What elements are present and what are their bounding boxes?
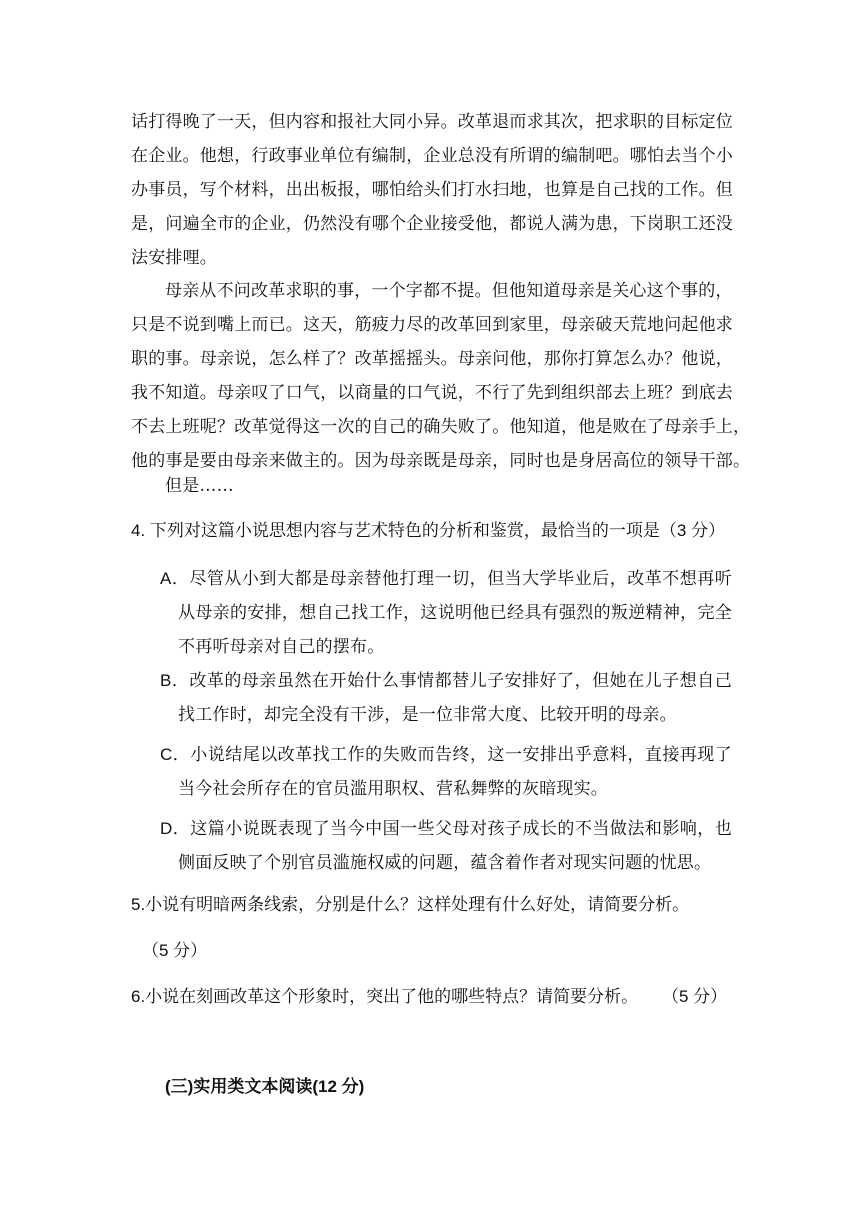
option-text-line: C．小说结尾以改革找工作的失败而告终，这一安排出乎意料，直接再现了 <box>160 745 732 764</box>
option-text-line: 从母亲的安排，想自己找工作，这说明他已经具有强烈的叛逆精神，完全 <box>178 603 732 622</box>
question-5-score: （5 分） <box>142 941 208 960</box>
text-line: 不去上班呢？改革觉得这一次的自己的确失败了。他知道，他是败在了母亲手上， <box>131 417 751 437</box>
option-text-line: A．尽管从小到大都是母亲替他打理一切，但当大学毕业后，改革不想再听 <box>160 569 732 588</box>
option-text-line: 不再听母亲对自己的摆布。 <box>178 637 385 656</box>
option-text-line: 找工作时，却完全没有干涉，是一位非常大度、比较开明的母亲。 <box>178 705 677 724</box>
text-line: 他的事是要由母亲来做主的。因为母亲既是母亲，同时也是身居高位的领导干部。 <box>131 451 751 471</box>
section-3-title: (三)实用类文本阅读(12 分) <box>165 1077 365 1096</box>
passage-paragraph-3 <box>131 469 731 503</box>
question-6-stem: 6.小说在刻画改革这个形象时，突出了他的哪些特点？请简要分析。 <box>131 987 639 1006</box>
passage-paragraph-1 <box>131 105 731 275</box>
question-4-stem: 4. 下列对这篇小说思想内容与艺术特色的分析和鉴赏，最恰当的一项是（3 分） <box>131 521 726 540</box>
option-text-line: 当今社会所存在的官员滥用职权、营私舞弊的灰暗现实。 <box>178 779 608 798</box>
text-line: 职的事。母亲说，怎么样了？改革摇摇头。母亲问他，那你打算怎么办？他说， <box>131 349 733 369</box>
text-line: 办事员，写个材料，出出板报，哪怕给头们打水扫地，也算是自己找的工作。但 <box>131 180 733 200</box>
question-4-option-a <box>160 562 732 664</box>
text-line: 我不知道。母亲叹了口气，以商量的口气说，不行了先到组织部去上班？到底去 <box>131 383 733 403</box>
text-line: 只是不说到嘴上而已。这天，筋疲力尽的改革回到家里，母亲破天荒地问起他求 <box>131 315 733 335</box>
question-4-option-b <box>160 664 732 732</box>
text-line: 母亲从不问改革求职的事，一个字都不提。但他知道母亲是关心这个事的， <box>165 281 733 301</box>
question-5-stem: 5.小说有明暗两条线索，分别是什么？这样处理有什么好处，请简要分析。 <box>131 895 690 914</box>
text-line: 是，问遍全市的企业，仍然没有哪个企业接受他，都说人满为患，下岗职工还没 <box>131 214 733 234</box>
option-text-line: D．这篇小说既表现了当今中国一些父母对孩子成长的不当做法和影响，也 <box>160 819 732 838</box>
question-4-option-c <box>160 738 732 806</box>
option-text-line: 侧面反映了个别官员滥施权威的问题，蕴含着作者对现实问题的忧思。 <box>178 853 712 872</box>
question-4-option-d <box>160 812 732 880</box>
text-line: 话打得晚了一天，但内容和报社大同小异。改革退而求其次，把求职的目标定位 <box>131 112 733 132</box>
question-6-score: （5 分） <box>662 987 728 1006</box>
text-line: 但是…… <box>165 476 234 496</box>
passage-paragraph-2 <box>131 274 751 478</box>
option-text-line: B．改革的母亲虽然在开始什么事情都替儿子安排好了，但她在儿子想自己 <box>160 671 732 690</box>
text-line: 在企业。他想，行政事业单位有编制，企业总没有所谓的编制吧。哪怕去当个小 <box>131 146 733 166</box>
text-line: 法安排哩。 <box>131 248 217 268</box>
